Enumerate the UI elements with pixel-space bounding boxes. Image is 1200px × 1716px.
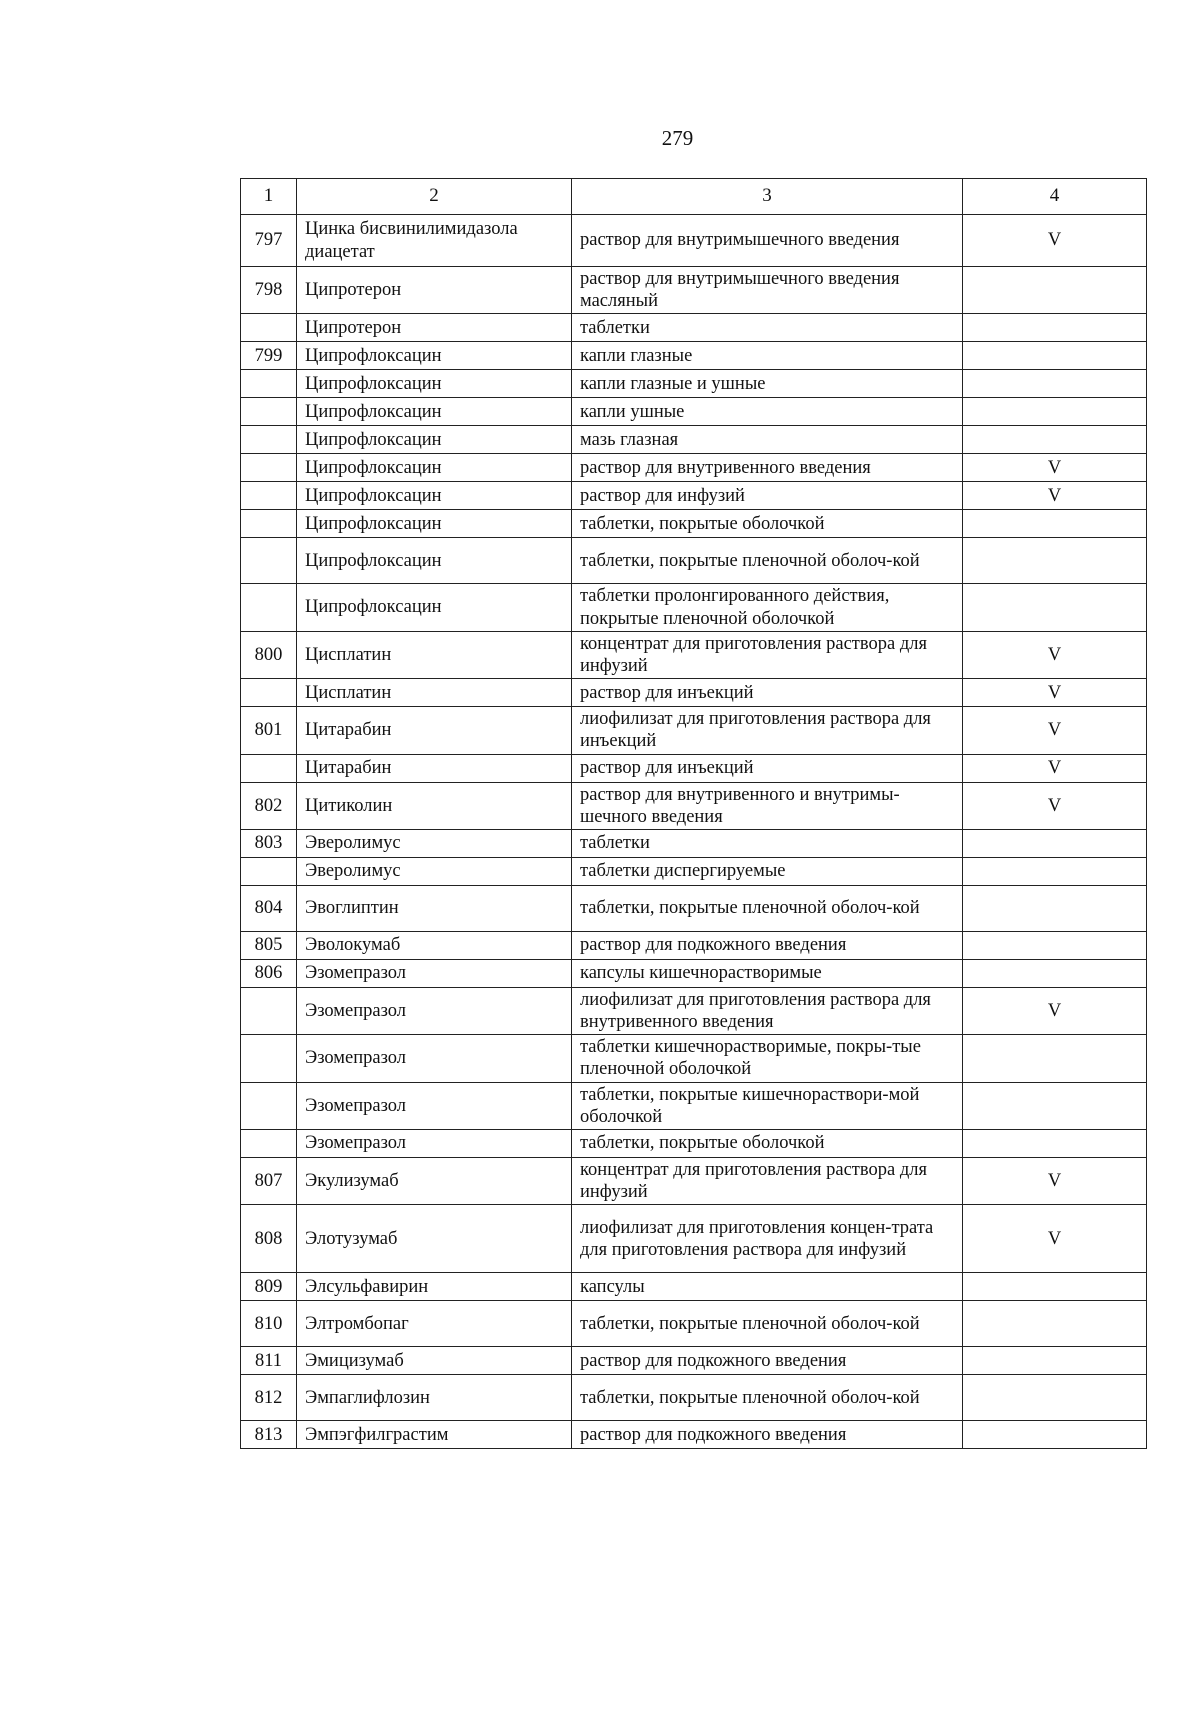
drug-name: Эзомепразол <box>297 1130 572 1158</box>
drug-name: Эмпэгфилграстим <box>297 1421 572 1449</box>
drug-name: Ципрофлоксацин <box>297 482 572 510</box>
dosage-form: лиофилизат для приготовления раствора для внутривенного введения <box>572 987 963 1034</box>
row-number: 799 <box>241 342 297 370</box>
vital-mark <box>963 1273 1147 1301</box>
vital-mark <box>963 510 1147 538</box>
table-row <box>241 1375 1147 1421</box>
dosage-form: концентрат для приготовления раствора для инфузий <box>572 1158 963 1205</box>
row-number: 798 <box>241 267 297 314</box>
row-number: 797 <box>241 215 297 267</box>
table-row <box>241 267 1147 314</box>
vital-mark: V <box>963 679 1147 707</box>
drug-name: Экулизумаб <box>297 1158 572 1205</box>
row-number: 808 <box>241 1205 297 1273</box>
column-header-2: 2 <box>297 179 572 215</box>
table-row <box>241 829 1147 857</box>
drug-name: Ципрофлоксацин <box>297 454 572 482</box>
drug-name: Эзомепразол <box>297 1082 572 1129</box>
table-row <box>241 1301 1147 1347</box>
table-row <box>241 314 1147 342</box>
vital-mark <box>963 426 1147 454</box>
row-number: 809 <box>241 1273 297 1301</box>
dosage-form: раствор для инъекций <box>572 754 963 782</box>
table-row <box>241 631 1147 678</box>
drug-name: Ципрофлоксацин <box>297 538 572 584</box>
vital-mark <box>963 267 1147 314</box>
vital-mark <box>963 1347 1147 1375</box>
vital-mark <box>963 885 1147 931</box>
dosage-form: мазь глазная <box>572 426 963 454</box>
table-row <box>241 1130 1147 1158</box>
dosage-form: таблетки диспергируемые <box>572 857 963 885</box>
table-row <box>241 707 1147 754</box>
table-row <box>241 1205 1147 1273</box>
table-row <box>241 782 1147 829</box>
row-number: 812 <box>241 1375 297 1421</box>
vital-mark <box>963 931 1147 959</box>
table-row <box>241 215 1147 267</box>
table-row <box>241 584 1147 631</box>
vital-mark <box>963 314 1147 342</box>
vital-mark <box>963 398 1147 426</box>
table-row <box>241 398 1147 426</box>
dosage-form: концентрат для приготовления раствора для инфузий <box>572 631 963 678</box>
dosage-form: раствор для подкожного введения <box>572 1347 963 1375</box>
vital-mark: V <box>963 782 1147 829</box>
drug-name: Цисплатин <box>297 631 572 678</box>
table-row <box>241 857 1147 885</box>
row-number: 807 <box>241 1158 297 1205</box>
drug-table <box>240 178 1147 1449</box>
row-number <box>241 482 297 510</box>
row-number <box>241 754 297 782</box>
table-row <box>241 931 1147 959</box>
vital-mark: V <box>963 987 1147 1034</box>
table-row <box>241 482 1147 510</box>
dosage-form: капсулы кишечнорастворимые <box>572 959 963 987</box>
dosage-form: таблетки пролонгированного действия, покрытые пленочной оболочкой <box>572 584 963 631</box>
table-row <box>241 885 1147 931</box>
vital-mark <box>963 857 1147 885</box>
table-row <box>241 679 1147 707</box>
vital-mark: V <box>963 1205 1147 1273</box>
table-row <box>241 1082 1147 1129</box>
table-row <box>241 1347 1147 1375</box>
dosage-form: таблетки, покрытые пленочной оболоч-кой <box>572 1375 963 1421</box>
dosage-form: таблетки <box>572 314 963 342</box>
drug-name: Цитарабин <box>297 707 572 754</box>
table-row <box>241 754 1147 782</box>
vital-mark <box>963 584 1147 631</box>
dosage-form: раствор для внутривенного введения <box>572 454 963 482</box>
drug-name: Ципрофлоксацин <box>297 398 572 426</box>
table-row <box>241 1273 1147 1301</box>
row-number <box>241 538 297 584</box>
table-row <box>241 538 1147 584</box>
drug-name: Эверолимус <box>297 829 572 857</box>
drug-name: Ципротерон <box>297 314 572 342</box>
table-row <box>241 510 1147 538</box>
row-number: 813 <box>241 1421 297 1449</box>
table-header-row <box>241 179 1147 215</box>
drug-name: Ципрофлоксацин <box>297 510 572 538</box>
row-number <box>241 1035 297 1082</box>
vital-mark: V <box>963 1158 1147 1205</box>
row-number <box>241 584 297 631</box>
drug-name: Цитарабин <box>297 754 572 782</box>
row-number: 800 <box>241 631 297 678</box>
dosage-form: раствор для инфузий <box>572 482 963 510</box>
row-number <box>241 857 297 885</box>
vital-mark <box>963 1421 1147 1449</box>
row-number: 805 <box>241 931 297 959</box>
vital-mark <box>963 1035 1147 1082</box>
dosage-form: раствор для подкожного введения <box>572 1421 963 1449</box>
drug-name: Элотузумаб <box>297 1205 572 1273</box>
table-row <box>241 959 1147 987</box>
row-number: 801 <box>241 707 297 754</box>
dosage-form: капли глазные и ушные <box>572 370 963 398</box>
drug-name: Эвоглиптин <box>297 885 572 931</box>
dosage-form: капсулы <box>572 1273 963 1301</box>
drug-name: Эмпаглифлозин <box>297 1375 572 1421</box>
table-body <box>241 215 1147 1449</box>
vital-mark: V <box>963 754 1147 782</box>
dosage-form: лиофилизат для приготовления концен-трата для приготовления раствора для инфузий <box>572 1205 963 1273</box>
drug-name: Цисплатин <box>297 679 572 707</box>
dosage-form: таблетки кишечнорастворимые, покры-тые пленочной оболочкой <box>572 1035 963 1082</box>
dosage-form: раствор для инъекций <box>572 679 963 707</box>
vital-mark: V <box>963 454 1147 482</box>
vital-mark <box>963 342 1147 370</box>
drug-name: Эмицизумаб <box>297 1347 572 1375</box>
drug-name: Ципрофлоксацин <box>297 584 572 631</box>
drug-name: Эзомепразол <box>297 987 572 1034</box>
vital-mark <box>963 1130 1147 1158</box>
vital-mark <box>963 959 1147 987</box>
dosage-form: таблетки, покрытые пленочной оболоч-кой <box>572 538 963 584</box>
row-number <box>241 314 297 342</box>
column-header-1: 1 <box>241 179 297 215</box>
row-number <box>241 1130 297 1158</box>
vital-mark <box>963 829 1147 857</box>
table-row <box>241 1035 1147 1082</box>
vital-mark <box>963 538 1147 584</box>
table-row <box>241 987 1147 1034</box>
dosage-form: капли ушные <box>572 398 963 426</box>
row-number <box>241 1082 297 1129</box>
drug-name: Цитиколин <box>297 782 572 829</box>
vital-mark <box>963 370 1147 398</box>
table-row <box>241 454 1147 482</box>
drug-name: Цинка бисвинилимидазола диацетат <box>297 215 572 267</box>
drug-name: Эзомепразол <box>297 1035 572 1082</box>
drug-name: Ципрофлоксацин <box>297 426 572 454</box>
dosage-form: лиофилизат для приготовления раствора для инъекций <box>572 707 963 754</box>
row-number <box>241 510 297 538</box>
row-number <box>241 987 297 1034</box>
row-number <box>241 426 297 454</box>
table-row <box>241 1421 1147 1449</box>
dosage-form: капли глазные <box>572 342 963 370</box>
vital-mark: V <box>963 215 1147 267</box>
row-number <box>241 679 297 707</box>
drug-name: Ципротерон <box>297 267 572 314</box>
drug-name: Ципрофлоксацин <box>297 370 572 398</box>
drug-name: Эверолимус <box>297 857 572 885</box>
row-number <box>241 370 297 398</box>
dosage-form: таблетки, покрытые пленочной оболоч-кой <box>572 1301 963 1347</box>
table-row <box>241 342 1147 370</box>
vital-mark: V <box>963 631 1147 678</box>
table-row <box>241 426 1147 454</box>
dosage-form: таблетки, покрытые оболочкой <box>572 510 963 538</box>
row-number <box>241 398 297 426</box>
drug-name: Эзомепразол <box>297 959 572 987</box>
vital-mark <box>963 1301 1147 1347</box>
drug-name: Ципрофлоксацин <box>297 342 572 370</box>
dosage-form: таблетки, покрытые кишечнораствори-мой оболочкой <box>572 1082 963 1129</box>
dosage-form: раствор для внутримышечного введения масляный <box>572 267 963 314</box>
dosage-form: таблетки, покрытые пленочной оболоч-кой <box>572 885 963 931</box>
vital-mark: V <box>963 707 1147 754</box>
vital-mark <box>963 1082 1147 1129</box>
vital-mark: V <box>963 482 1147 510</box>
dosage-form: раствор для внутривенного и внутримы-шечного введения <box>572 782 963 829</box>
row-number: 810 <box>241 1301 297 1347</box>
row-number <box>241 454 297 482</box>
table-row <box>241 1158 1147 1205</box>
drug-name: Эволокумаб <box>297 931 572 959</box>
dosage-form: раствор для внутримышечного введения <box>572 215 963 267</box>
column-header-3: 3 <box>572 179 963 215</box>
dosage-form: таблетки, покрытые оболочкой <box>572 1130 963 1158</box>
row-number: 803 <box>241 829 297 857</box>
vital-mark <box>963 1375 1147 1421</box>
page-number: 279 <box>661 126 694 150</box>
drug-name: Элтромбопаг <box>297 1301 572 1347</box>
dosage-form: таблетки <box>572 829 963 857</box>
dosage-form: раствор для подкожного введения <box>572 931 963 959</box>
table-row <box>241 370 1147 398</box>
row-number: 804 <box>241 885 297 931</box>
row-number: 802 <box>241 782 297 829</box>
row-number: 806 <box>241 959 297 987</box>
drug-name: Элсульфавирин <box>297 1273 572 1301</box>
column-header-4: 4 <box>963 179 1147 215</box>
row-number: 811 <box>241 1347 297 1375</box>
